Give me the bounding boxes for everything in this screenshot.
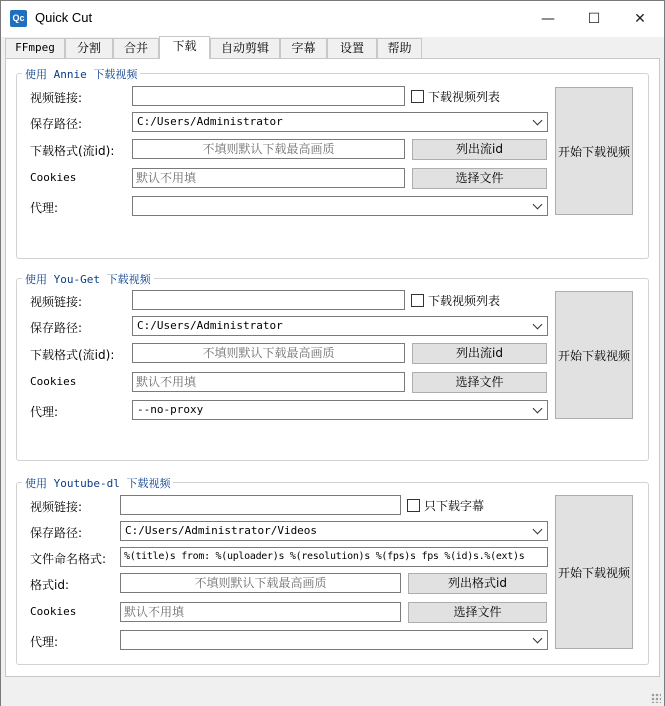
- tab-auto-edit[interactable]: 自动剪辑: [210, 38, 280, 58]
- youtubedl-cookies-label: Cookies: [30, 605, 77, 618]
- youget-choose-file-button[interactable]: 选择文件: [412, 372, 547, 393]
- chevron-down-icon[interactable]: [533, 634, 543, 644]
- youtubedl-subs-only-checkbox-label: 只下载字幕: [424, 499, 485, 513]
- annie-save-label: 保存路径:: [30, 117, 83, 131]
- close-button[interactable]: ✕: [634, 11, 646, 27]
- annie-list-streams-button[interactable]: 列出流id: [412, 139, 547, 160]
- annie-start-download-button[interactable]: 开始下载视频: [555, 87, 633, 215]
- youget-link-input[interactable]: [132, 290, 405, 310]
- annie-link-label: 视频链接:: [30, 91, 83, 105]
- youget-format-input[interactable]: 不填则默认下载最高画质: [132, 343, 405, 363]
- youget-list-checkbox[interactable]: [411, 292, 500, 309]
- chevron-down-icon[interactable]: [533, 116, 543, 126]
- annie-format-label: 下载格式(流id):: [30, 144, 115, 158]
- youtubedl-choose-file-button[interactable]: 选择文件: [408, 602, 547, 623]
- annie-group-title: 使用 Annie 下载视频: [22, 66, 140, 82]
- youget-list-checkbox-label: 下载视频列表: [428, 294, 501, 308]
- youtubedl-save-path-combo[interactable]: [120, 521, 548, 541]
- title-bar[interactable]: [1, 1, 664, 37]
- annie-format-input[interactable]: 不填则默认下载最高画质: [132, 139, 405, 159]
- annie-choose-file-button[interactable]: 选择文件: [412, 168, 547, 189]
- annie-link-input[interactable]: [132, 86, 405, 106]
- youget-save-path-value: C:/Users/Administrator: [137, 319, 283, 332]
- youget-format-label: 下载格式(流id):: [30, 348, 115, 362]
- annie-proxy-combo[interactable]: [132, 196, 548, 216]
- chevron-down-icon[interactable]: [533, 525, 543, 535]
- youtubedl-format-input[interactable]: 不填则默认下载最高画质: [120, 573, 401, 593]
- youget-start-download-button[interactable]: 开始下载视频: [555, 291, 633, 419]
- chevron-down-icon[interactable]: [533, 404, 543, 414]
- annie-list-checkbox-label: 下载视频列表: [428, 90, 501, 104]
- chevron-down-icon[interactable]: [533, 200, 543, 210]
- youget-proxy-combo[interactable]: [132, 400, 548, 420]
- youtubedl-naming-label: 文件命名格式:: [30, 552, 107, 566]
- tab-settings[interactable]: 设置: [327, 38, 377, 58]
- youget-list-streams-button[interactable]: 列出流id: [412, 343, 547, 364]
- tab-download[interactable]: 下载: [159, 36, 210, 59]
- youget-cookies-label: Cookies: [30, 375, 77, 388]
- youget-save-label: 保存路径:: [30, 321, 83, 335]
- youtubedl-link-label: 视频链接:: [30, 500, 83, 514]
- checkbox-box[interactable]: [407, 499, 420, 512]
- youtubedl-save-path-value: C:/Users/Administrator/Videos: [125, 524, 318, 537]
- resize-grip-icon[interactable]: [651, 693, 661, 703]
- youtubedl-naming-input[interactable]: %(title)s from: %(uploader)s %(resolution)s %(fps)s fps %(id)s.%(ext)s: [120, 547, 548, 567]
- youget-proxy-label: 代理:: [30, 405, 59, 419]
- youget-group-title: 使用 You-Get 下载视频: [22, 271, 154, 287]
- annie-list-checkbox[interactable]: [411, 88, 500, 105]
- youtubedl-subs-only-checkbox[interactable]: [407, 497, 484, 514]
- minimize-button[interactable]: —: [541, 11, 555, 27]
- youtubedl-format-label: 格式id:: [30, 578, 69, 592]
- youtubedl-link-input[interactable]: [120, 495, 401, 515]
- annie-cookies-input[interactable]: 默认不用填: [132, 168, 405, 188]
- tab-ffmpeg[interactable]: FFmpeg: [5, 38, 65, 58]
- app-logo-icon: Qc: [10, 10, 27, 27]
- status-bar: [1, 681, 664, 706]
- youtubedl-start-download-button[interactable]: 开始下载视频: [555, 495, 633, 649]
- maximize-button[interactable]: ☐: [587, 11, 601, 27]
- youget-save-path-combo[interactable]: [132, 316, 548, 336]
- tab-subtitles[interactable]: 字幕: [280, 38, 327, 58]
- window-title: Quick Cut: [35, 10, 93, 25]
- youget-cookies-input[interactable]: 默认不用填: [132, 372, 405, 392]
- youtubedl-proxy-combo[interactable]: [120, 630, 548, 650]
- tab-help[interactable]: 帮助: [377, 38, 422, 58]
- youtubedl-save-label: 保存路径:: [30, 526, 83, 540]
- annie-save-path-value: C:/Users/Administrator: [137, 115, 283, 128]
- tab-split[interactable]: 分割: [65, 38, 113, 58]
- chevron-down-icon[interactable]: [533, 320, 543, 330]
- youget-proxy-value: --no-proxy: [137, 403, 204, 416]
- youget-link-label: 视频链接:: [30, 295, 83, 309]
- youtubedl-proxy-label: 代理:: [30, 635, 59, 649]
- checkbox-box[interactable]: [411, 294, 424, 307]
- annie-proxy-label: 代理:: [30, 201, 59, 215]
- tab-merge[interactable]: 合并: [113, 38, 159, 58]
- youtubedl-group-title: 使用 Youtube-dl 下载视频: [22, 475, 173, 491]
- annie-cookies-label: Cookies: [30, 171, 77, 184]
- checkbox-box[interactable]: [411, 90, 424, 103]
- youtubedl-list-formats-button[interactable]: 列出格式id: [408, 573, 547, 594]
- annie-save-path-combo[interactable]: [132, 112, 548, 132]
- youtubedl-cookies-input[interactable]: 默认不用填: [120, 602, 401, 622]
